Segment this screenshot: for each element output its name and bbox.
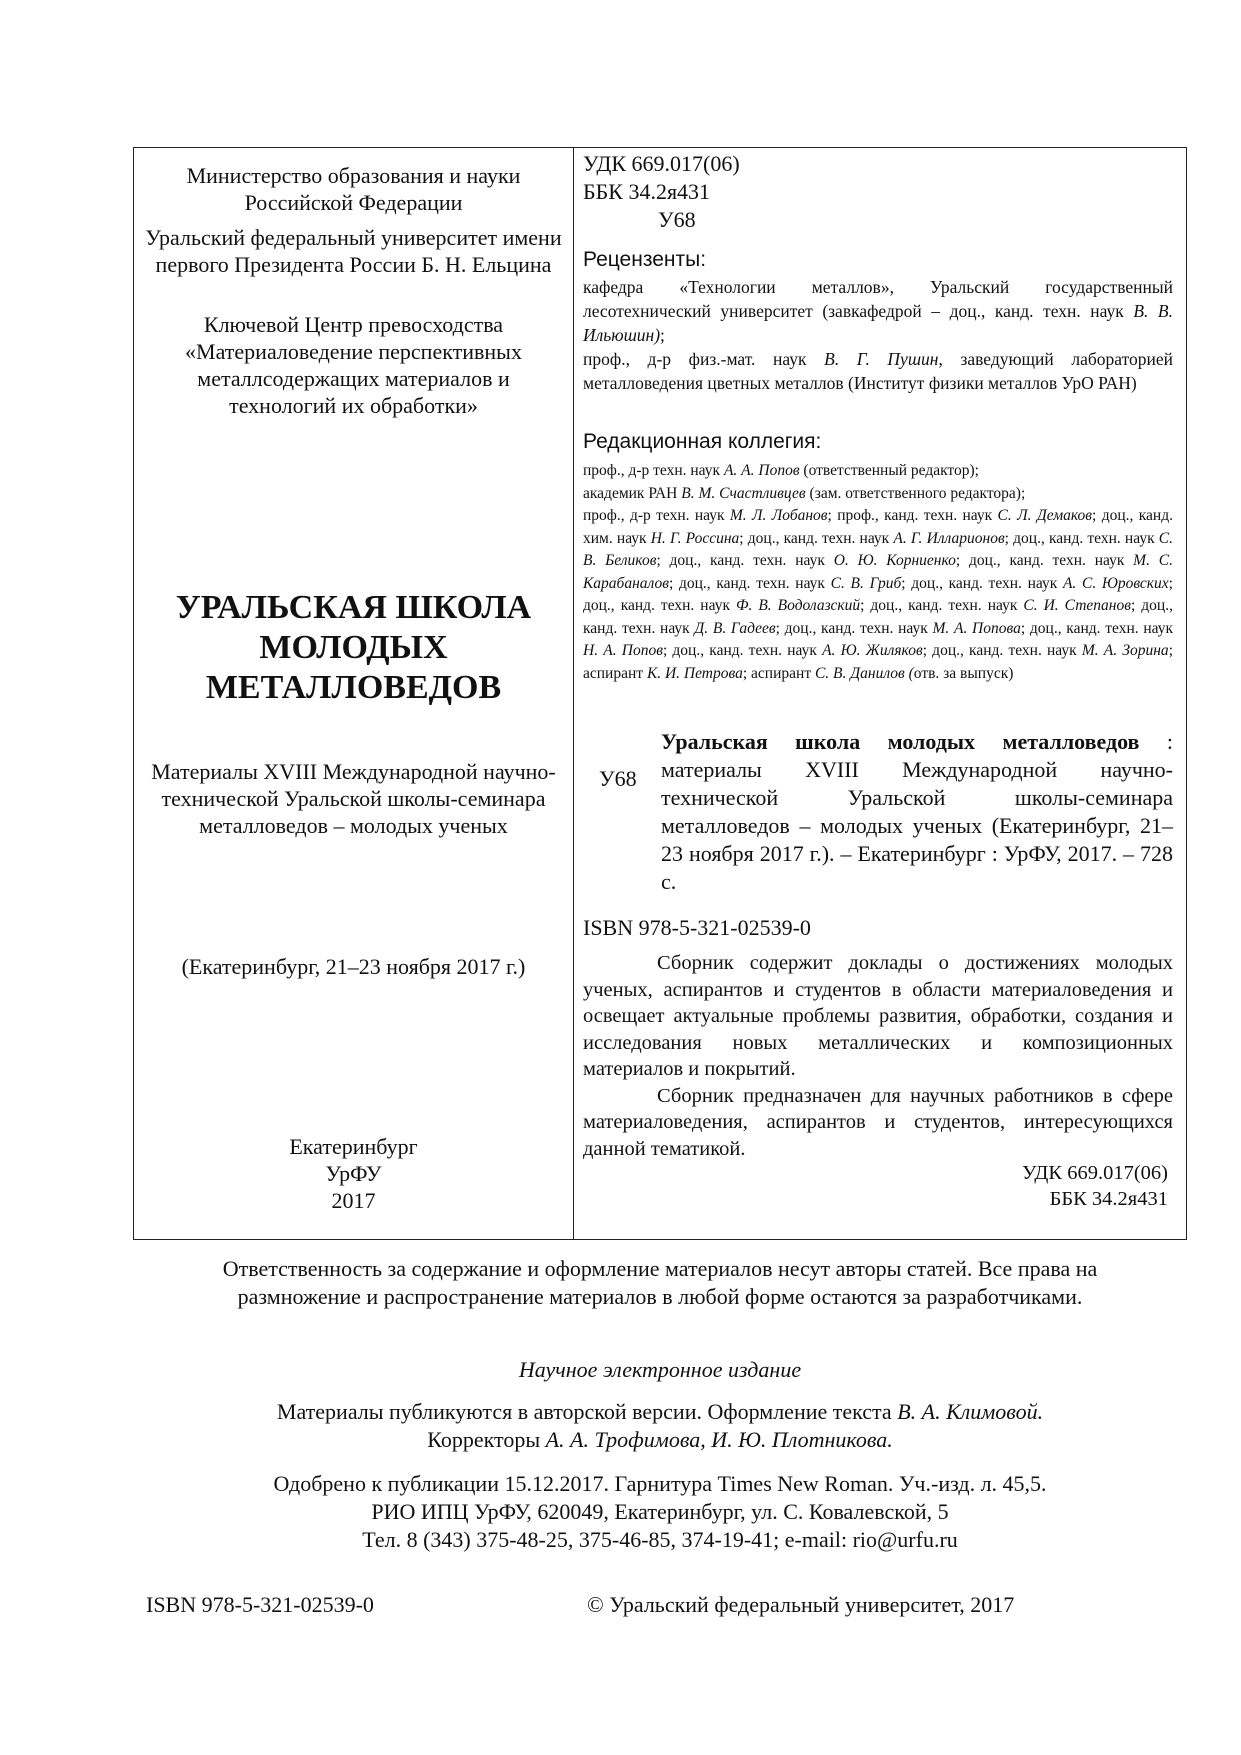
responsibility-note: Ответственность за содержание и оформление материалов несут авторы статей. Все права на размножение и распространение материалов в любой форме остаются за разработчиками. (222, 1256, 1098, 1309)
publication-note: Материалы публикуются в авторской версии. Оформление текста В. А. Климовой. (276, 1399, 1044, 1424)
materials-description: Материалы XVIII Международной научно-технической Уральской школы-семинара металловедов – молодых ученых (151, 759, 556, 838)
left-column (134, 148, 573, 1239)
approval-info: Одобрено к публикации 15.12.2017. Гарнитура Times New Roman. Уч.-изд. л. 45,5. (273, 1471, 1047, 1496)
imprint-frame (133, 147, 1187, 1240)
reviewer-entry: кафедра «Технологии металлов», Уральский государственный лесотехнический университет (завкафедрой – доц., канд. техн. наук В. В. Ильюшин); (583, 277, 1173, 345)
conference-dates: (Екатеринбург, 21–23 ноября 2017 г.) (181, 954, 526, 979)
annotation-paragraph: Сборник предназначен для научных работников в сфере материаловедения, аспирантов и студентов, интересующихся данной тематикой. (583, 1084, 1173, 1160)
university: Уральский федеральный университет имени первого Президента России Б. Н. Ельцина (145, 225, 562, 277)
reviewers-heading: Рецензенты: (583, 248, 707, 271)
classification-codes-bottom (1022, 1160, 1168, 1212)
bbk-code: ББК 34.2я431 (583, 179, 711, 204)
udc-code: УДК 669.017(06) (1021, 1162, 1168, 1184)
isbn: ISBN 978-5-321-02539-0 (583, 915, 811, 940)
editorial-heading: Редакционная коллегия: (583, 430, 822, 453)
ministry: Министерство образования и науки Российской Федерации (186, 163, 521, 215)
publisher-address: РИО ИПЦ УрФУ, 620049, Екатеринбург, ул. С. Ковалевской, 5 (371, 1499, 949, 1524)
citation-details: : материалы XVIII Международной научно-технической Уральской школы-семинара металловедов – молодых ученых (Екатеринбург, 21–23 ноября 2017 г.). – Екатеринбург : УрФУ, 2017. – 728 с. (661, 729, 1173, 894)
city: Екатеринбург (289, 1134, 418, 1159)
author-mark: У68 (658, 207, 696, 232)
udc-code: УДК 669.017(06) (583, 151, 740, 176)
editorial-board (583, 460, 1173, 685)
annotation-paragraph: Сборник содержит доклады о достижениях молодых ученых, аспирантов и студентов в области материаловедения и освещает актуальные проблемы развития, обработки, создания и исследования новых металлических и композиционных материалов и покрытий. (583, 952, 1173, 1080)
correctors: Корректоры А. А. Трофимова, И. Ю. Плотникова. (427, 1427, 893, 1452)
bbk-code: ББК 34.2я431 (1049, 1188, 1168, 1210)
right-column (583, 148, 1176, 1239)
classification-codes (583, 150, 740, 234)
citation-title: Уральская школа молодых металловедов (661, 729, 1140, 754)
citation-author-mark: У68 (599, 766, 637, 791)
publisher-contacts: Тел. 8 (343) 375-48-25, 375-46-85, 374-19-41; e-mail: rio@urfu.ru (362, 1527, 958, 1552)
excellence-center: Ключевой Центр превосходства «Материаловедение перспективных металлсодержащих материалов и технологий их обработки» (185, 312, 522, 418)
bibliographic-citation (661, 728, 1173, 896)
publisher: УрФУ (325, 1161, 382, 1186)
editor-entry: проф., д-р техн. наук М. Л. Лобанов; проф., канд. техн. наук С. Л. Демаков; доц., канд. хим. наук Н. Г. Россина; доц., канд. техн. наук А. Г. Илларионов; доц., канд. техн. наук С. В. Беликов; доц., канд. техн. наук О. Ю. Корниенко; доц., канд. техн. наук М. С. Карабаналов; доц., канд. техн. наук С. В. Гриб; доц., канд. техн. наук А. С. Юровских; доц., канд. техн. наук Ф. В. Водолазский; доц., канд. техн. наук С. И. Степанов; доц., канд. техн. наук Д. В. Гадеев; доц., канд. техн. наук М. А. Попова; доц., канд. техн. наук Н. А. Попов; доц., канд. техн. наук А. Ю. Жиляков; доц., канд. техн. наук М. А. Зорина; аспирант К. И. Петрова; аспирант С. В. Данилов (отв. за выпуск) (583, 507, 1173, 682)
copyright: © Уральский федеральный университет, 2017 (587, 1592, 1015, 1617)
editor-entry: академик РАН В. М. Счастливцев (зам. ответственного редактора); (583, 484, 1026, 502)
year: 2017 (331, 1188, 376, 1213)
reviewers-list (583, 275, 1173, 395)
book-title: УРАЛЬСКАЯ ШКОЛА МОЛОДЫХ МЕТАЛЛОВЕДОВ (175, 589, 532, 706)
editor-entry: проф., д-р техн. наук А. А. Попов (ответственный редактор); (583, 462, 979, 479)
footer-isbn: ISBN 978-5-321-02539-0 (146, 1592, 374, 1617)
reviewer-entry: проф., д-р физ.-мат. наук В. Г. Пушин, заведующий лабораторией металловедения цветных металлов (Институт физики металлов УрО РАН) (583, 349, 1173, 393)
edition-type: Научное электронное издание (518, 1357, 802, 1382)
column-divider (573, 148, 574, 1239)
annotation (583, 950, 1173, 1162)
